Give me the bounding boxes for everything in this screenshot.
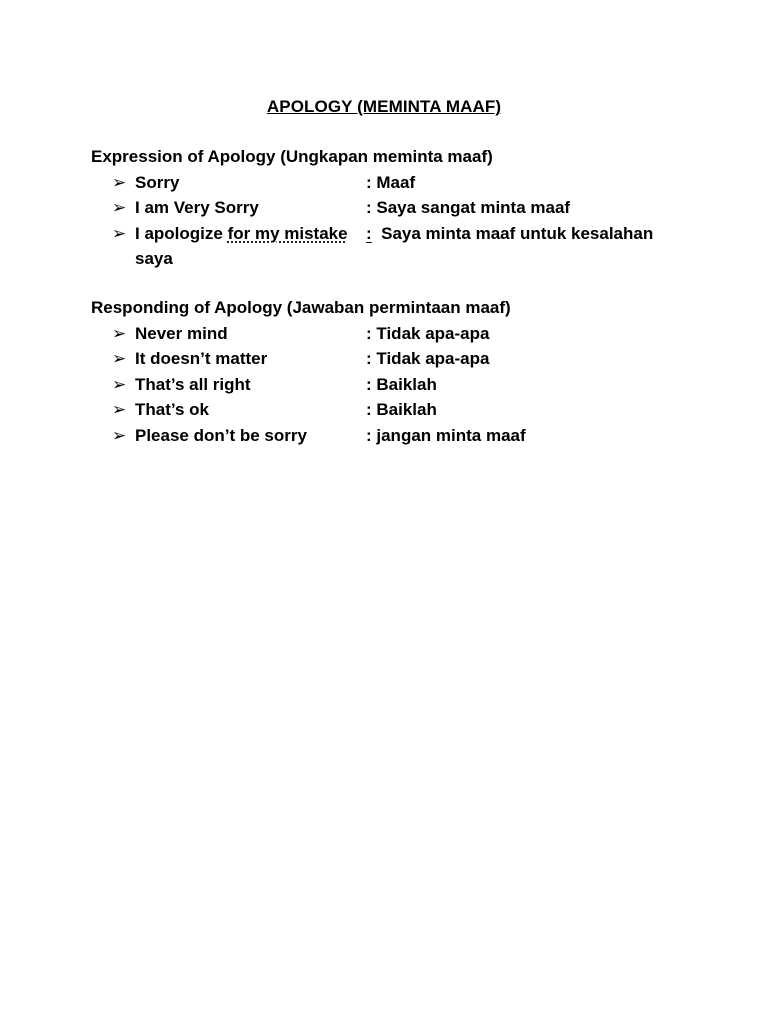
arrowhead-bullet-icon: ➢ [112,224,127,243]
arrowhead-bullet-icon: ➢ [112,426,127,445]
section-heading-expression: Expression of Apology (Ungkapan meminta maaf) [91,147,493,166]
document-title: APOLOGY (MEMINTA MAAF) [266,97,502,116]
arrowhead-bullet-icon: ➢ [112,173,127,192]
item-meaning: : Tidak apa-apa [366,349,490,368]
arrowhead-bullet-icon: ➢ [112,198,127,217]
item-term: That’s all right [135,375,251,394]
item-meaning: : jangan minta maaf [366,426,526,445]
item-term [135,221,348,246]
item-term: It doesn’t matter [135,349,268,368]
arrowhead-bullet-icon: ➢ [112,400,127,419]
item-meaning-text: Saya minta maaf untuk kesalahan [371,224,654,243]
item-term: I am Very Sorry [135,198,259,217]
item-continuation: saya [135,249,173,268]
item-meaning: : Saya sangat minta maaf [366,198,571,217]
item-meaning: : Tidak apa-apa [366,324,490,343]
item-term: Never mind [135,324,228,343]
arrowhead-bullet-icon: ➢ [112,324,127,343]
item-term: That’s ok [135,400,209,419]
item-term-part: I apologize [135,224,228,243]
item-meaning [366,221,653,246]
item-term: Sorry [135,173,180,192]
section-heading-responding: Responding of Apology (Jawaban permintaan maaf) [91,298,511,317]
item-meaning: : Baiklah [366,375,437,394]
item-term-flagged-part: for my mistake [227,224,348,243]
item-meaning: : Maaf [366,173,416,192]
arrowhead-bullet-icon: ➢ [112,375,127,394]
item-meaning-colon: : [366,224,372,243]
item-term: Please don’t be sorry [135,426,307,445]
arrowhead-bullet-icon: ➢ [112,349,127,368]
item-meaning: : Baiklah [366,400,437,419]
